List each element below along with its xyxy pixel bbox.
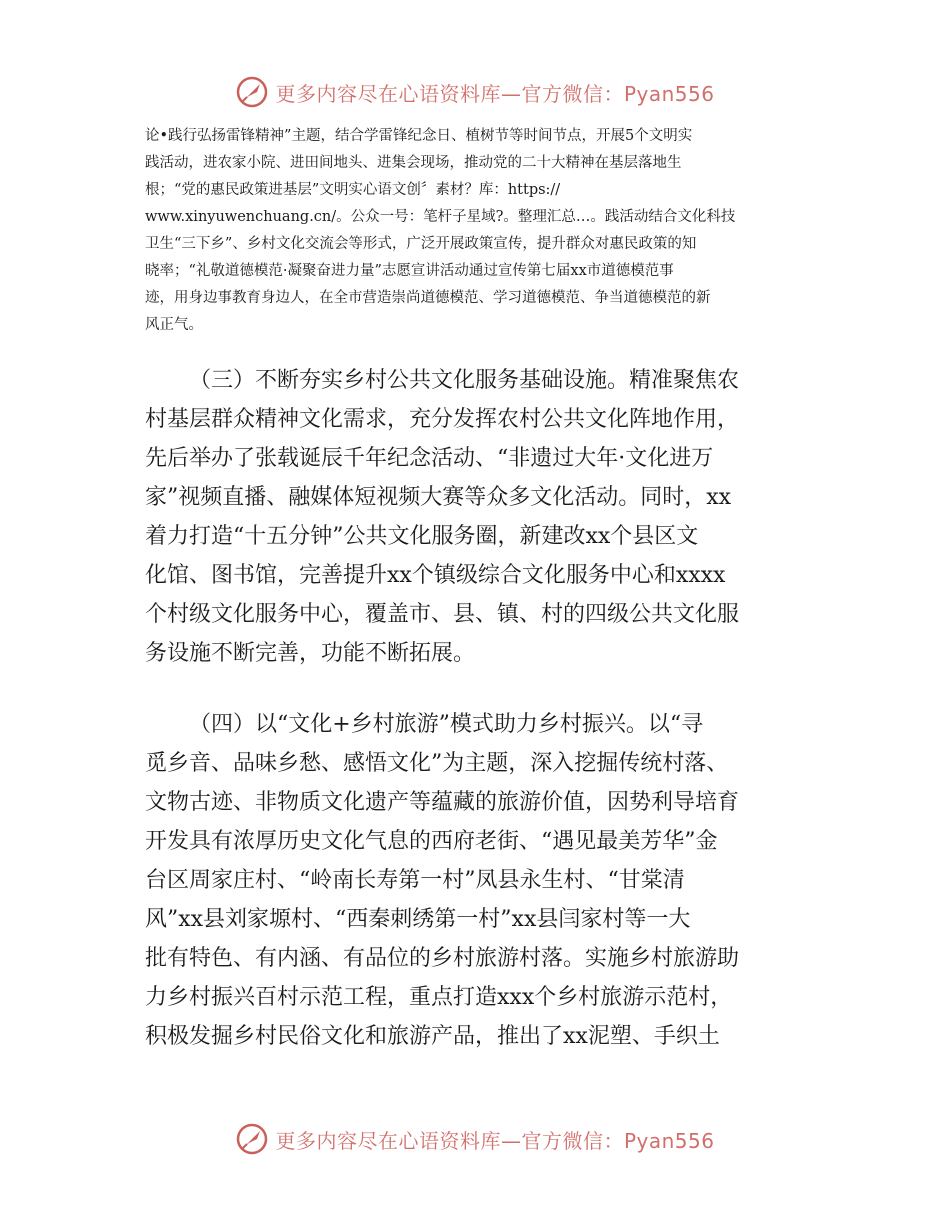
text-line: 卫生“三下乡”、乡村文化交流会等形式，广泛开展政策宣传，提升群众对惠民政策的知: [145, 236, 697, 252]
text-line: 觅乡音、品味乡愁、感悟文化”为主题，深入挖掘传统村落、: [145, 751, 729, 776]
text-line: （四）以“文化+乡村旅游”模式助力乡村振兴。以“寻: [189, 712, 704, 737]
header-text: 更多内容尽在心语资料库—官方微信：Pyan556: [275, 81, 715, 106]
text-line: 践活动，进农家小院、进田间地头、进集会现场，推动党的二十大精神在基层落地生: [145, 155, 682, 171]
footer-text: 更多内容尽在心语资料库—官方微信：Pyan556: [275, 1128, 715, 1153]
text-line: 开发具有浓厚历史文化气息的西府老街、“遇见最美芳华”金: [145, 829, 718, 854]
footer-banner: [0, 1117, 950, 1161]
quill-logo-icon: [235, 75, 269, 109]
text-line: 迹，用身边事教育身边人，在全市营造崇尚道德模范、学习道德模范、争当道德模范的新: [145, 290, 711, 306]
header-banner: [0, 70, 950, 114]
text-line: 台区周家庄村、“岭南长寿第一村”凤县永生村、“甘棠清: [145, 868, 685, 893]
text-line: www.xinyuwenchuang.cn/。公众一号：笔杆子星域?。整理汇总…。践活动结合文化科技: [145, 209, 736, 225]
paragraph-4: [145, 705, 810, 1056]
text-line: 风正气。: [145, 317, 203, 333]
text-line: 个村级文化服务中心，覆盖市、县、镇、村的四级公共文化服: [145, 602, 740, 627]
intro-text-block: [145, 123, 810, 339]
text-line: 风”xx县刘家塬村、“西秦刺绣第一村”xx县闫家村等一大: [145, 907, 691, 932]
text-line: 批有特色、有内涵、有品位的乡村旅游村落。实施乡村旅游助: [145, 946, 740, 971]
quill-logo-icon: [235, 1122, 269, 1156]
text-line: 力乡村振兴百村示范工程，重点打造xxx个乡村旅游示范村，: [145, 985, 733, 1010]
text-line: 根；“党的惠民政策进基层”文明实心语文创〞素材？库：https://: [145, 182, 561, 198]
text-line: 先后举办了张载诞辰千年纪念活动、“非遗过大年·文化进万: [145, 446, 714, 471]
text-line: 村基层群众精神文化需求，充分发挥农村公共文化阵地作用，: [145, 407, 740, 432]
text-line: 论•践行弘扬雷锋精神”主题，结合学雷锋纪念日、植树节等时间节点，开展5个文明实: [145, 128, 693, 144]
text-line: 文物古迹、非物质文化遗产等蕴藏的旅游价值，因势利导培育: [145, 790, 740, 815]
text-line: 晓率；“礼敬道德模范·凝聚奋进力量”志愿宣讲活动通过宣传第七届xx市道德模范事: [145, 263, 674, 279]
text-line: 着力打造“十五分钟”公共文化服务圈，新建改xx个县区文: [145, 524, 699, 549]
text-line: 化馆、图书馆，完善提升xx个镇级综合文化服务中心和xxxx: [145, 563, 726, 588]
paragraph-3: [145, 361, 810, 673]
text-line: 家”视频直播、融媒体短视频大赛等众多文化活动。同时，xx: [145, 485, 732, 510]
text-line: 务设施不断完善，功能不断拓展。: [145, 641, 476, 666]
text-line: （三）不断夯实乡村公共文化服务基础设施。精准聚焦农: [189, 368, 740, 393]
text-line: 积极发掘乡村民俗文化和旅游产品，推出了xx泥塑、手织土: [145, 1024, 720, 1049]
